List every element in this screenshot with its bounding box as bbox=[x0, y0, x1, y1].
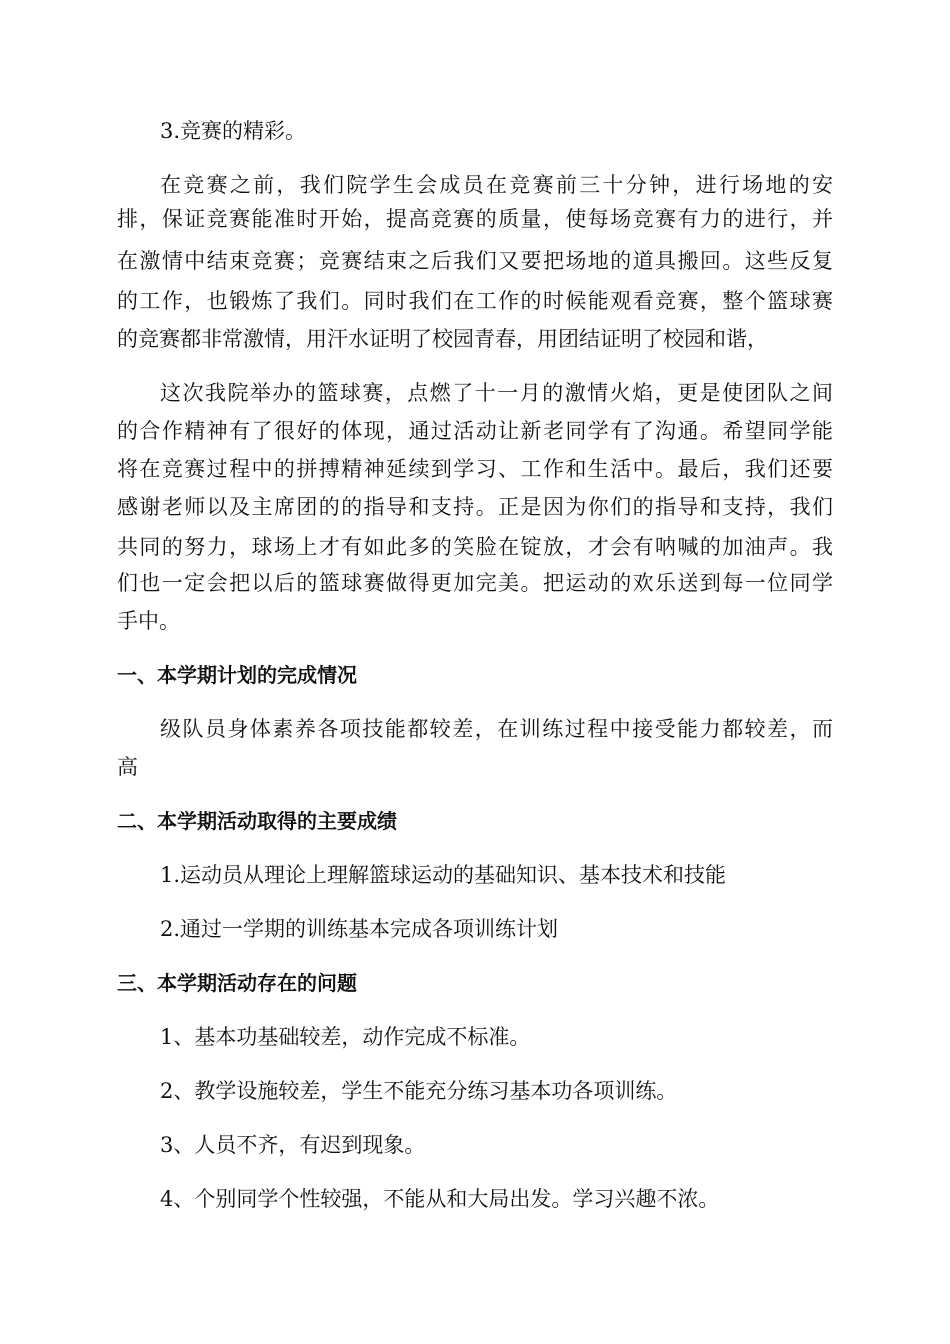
paragraph-line: 级队员身体素养各项技能都较差，在训练过程中接受能力都较差，而 bbox=[160, 717, 833, 741]
section-heading-plan-completion: 一、本学期计划的完成情况 bbox=[117, 663, 357, 687]
paragraph-line: 在激情中结束竞赛；竞赛结束之后我们又要把场地的道具搬回。这些反复 bbox=[117, 249, 833, 273]
list-item: 1、基本功基础较差，动作完成不标准。 bbox=[160, 1025, 531, 1049]
list-item: 1.运动员从理论上理解篮球运动的基础知识、基本技术和技能 bbox=[160, 863, 727, 887]
list-item: 2.通过一学期的训练基本完成各项训练计划 bbox=[160, 917, 559, 941]
paragraph-line: 高 bbox=[117, 755, 138, 779]
paragraph-line: 们也一定会把以后的篮球赛做得更加完美。把运动的欢乐送到每一位同学 bbox=[117, 571, 833, 595]
paragraph-line: 的工作，也锻炼了我们。同时我们在工作的时候能观看竞赛，整个篮球赛 bbox=[117, 289, 833, 313]
paragraph-line: 共同的努力，球场上才有如此多的笑脸在锭放，才会有呐喊的加油声。我 bbox=[117, 535, 833, 559]
paragraph-line: 将在竞赛过程中的拼搏精神延续到学习、工作和生活中。最后，我们还要 bbox=[117, 457, 833, 481]
paragraph-line: 手中。 bbox=[117, 609, 180, 633]
paragraph-line: 的合作精神有了很好的体现，通过活动让新老同学有了沟通。希望同学能 bbox=[117, 419, 833, 443]
list-item: 4、个别同学个性较强，不能从和大局出发。学习兴趣不浓。 bbox=[160, 1187, 720, 1211]
paragraph-line: 排，保证竞赛能准时开始，提高竞赛的质量，使每场竞赛有力的进行，并 bbox=[117, 207, 833, 231]
item-3-title: 3.竞赛的精彩。 bbox=[160, 119, 307, 143]
paragraph-line: 的竞赛都非常激情，用汗水证明了校园青春，用团结证明了校园和谐， bbox=[117, 327, 768, 351]
section-heading-achievements: 二、本学期活动取得的主要成绩 bbox=[117, 809, 397, 833]
list-item: 3、人员不齐，有迟到现象。 bbox=[160, 1133, 426, 1157]
list-item: 2、教学设施较差，学生不能充分练习基本功各项训练。 bbox=[160, 1079, 678, 1103]
paragraph-line: 这次我院举办的篮球赛，点燃了十一月的激情火焰，更是使团队之间 bbox=[160, 381, 833, 405]
paragraph-line: 感谢老师以及主席团的的指导和支持。正是因为你们的指导和支持，我们 bbox=[117, 495, 833, 519]
paragraph-line: 在竞赛之前，我们院学生会成员在竞赛前三十分钟，进行场地的安 bbox=[160, 173, 833, 197]
section-heading-problems: 三、本学期活动存在的问题 bbox=[117, 971, 357, 995]
